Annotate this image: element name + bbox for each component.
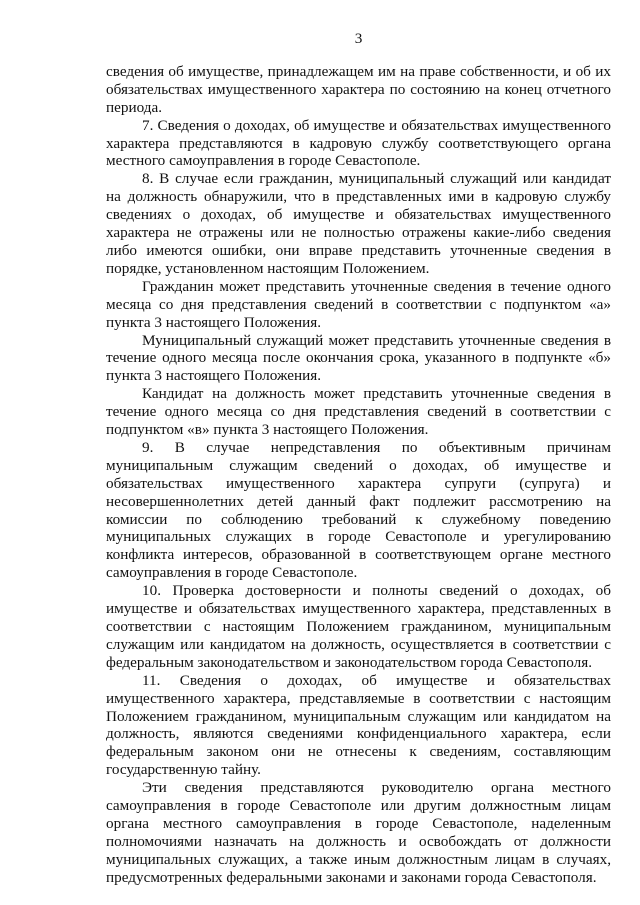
paragraph-candidate: Кандидат на должность может представить уточненные сведения в течение одного месяца со дня представления сведений в соответствии с подпунктом «в» пункта 3 настоящего Положения. bbox=[106, 385, 611, 439]
paragraph-item-11: 11. Сведения о доходах, об имуществе и обязательствах имущественного характера, представляемые в соответствии с настоящим Положением гражданином, муниципальным служащим или кандидатом на должность, являются сведениями конфиденциального характера, если федеральным законом они не отнесены к сведениям, составляющим государственную тайну. bbox=[106, 671, 611, 779]
paragraph-item-7: 7. Сведения о доходах, об имуществе и обязательствах имущественного характера представляются в кадровую службу соответствующего органа местного самоуправления в городе Севастополе. bbox=[106, 116, 611, 170]
paragraph-item-9: 9. В случае непредставления по объективным причинам муниципальным служащим сведений о доходах, об имуществе и обязательствах имущественного характера супруги (супруга) и несовершеннолетних детей данный факт подлежит рассмотрению на комиссии по соблюдению требований к служебному поведению муниципальных служащих в городе Севастополе и урегулированию конфликта интересов, образованной в соответствующем органе местного самоуправления в городе Севастополе. bbox=[106, 438, 611, 582]
paragraph-item-11-continued: Эти сведения представляются руководителю органа местного самоуправления в городе Севастополе или другим должностным лицам органа местного самоуправления в городе Севастополе, наделенным полномочиями назначать на должность и освобождать от должности муниципальных служащих, а также иным должностным лицам в случаях, предусмотренных федеральными законами и законами города Севастополя. bbox=[106, 779, 611, 886]
paragraph-citizen: Гражданин может представить уточненные сведения в течение одного месяца со дня представления сведений в соответствии с подпунктом «а» пункта 3 настоящего Положения. bbox=[106, 277, 611, 331]
paragraph-item-10: 10. Проверка достоверности и полноты сведений о доходах, об имуществе и обязательствах имущественного характера, представленных в соответствии с настоящим Положением гражданином, муниципальным служащим или кандидатом на должность, осуществляется в соответствии с федеральным законодательством и законодательством города Севастополя. bbox=[106, 582, 611, 671]
paragraph-municipal-employee: Муниципальный служащий может представить уточненные сведения в течение одного месяца после окончания срока, указанного в подпункте «б» пункта 3 настоящего Положения. bbox=[106, 331, 611, 385]
paragraph-continued: сведения об имуществе, принадлежащем им на праве собственности, и об их обязательствах имущественного характера по состоянию на конец отчетного периода. bbox=[106, 62, 611, 116]
page-number: 3 bbox=[354, 30, 363, 47]
document-page bbox=[106, 30, 611, 887]
paragraph-item-8: 8. В случае если гражданин, муниципальный служащий или кандидат на должность обнаружили, что в представленных ими в кадровую службу сведениях о доходах, об имуществе и обязательствах имущественного характера не отражены или не полностью отражены какие-либо сведения либо имеются ошибки, они вправе представить уточненные сведения в порядке, установленном настоящим Положением. bbox=[106, 170, 611, 277]
